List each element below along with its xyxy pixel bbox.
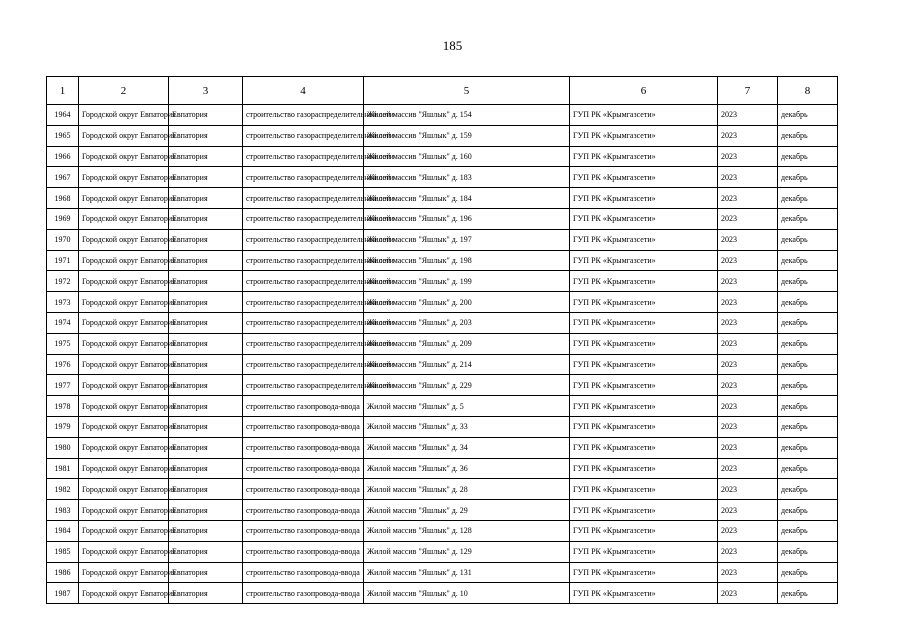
cell-month: декабрь <box>778 458 838 479</box>
cell-address: Жилой массив "Яшлык" д. 34 <box>364 437 570 458</box>
cell-municipality: Городской округ Евпатория <box>79 250 169 271</box>
cell-address: Жилой массив "Яшлык" д. 159 <box>364 125 570 146</box>
cell-work-type: строительство газораспределительной сети <box>243 208 364 229</box>
cell-month: декабрь <box>778 583 838 604</box>
cell-month: декабрь <box>778 312 838 333</box>
cell-contractor: ГУП РК «Крымгазсети» <box>570 292 718 313</box>
cell-contractor: ГУП РК «Крымгазсети» <box>570 354 718 375</box>
table-row <box>47 375 838 396</box>
cell-row-number: 1965 <box>47 125 79 146</box>
cell-month: декабрь <box>778 479 838 500</box>
cell-year: 2023 <box>718 500 778 521</box>
column-header-contractor: 6 <box>570 77 718 105</box>
page-number: 185 <box>442 38 463 53</box>
cell-settlement: Евпатория <box>169 354 243 375</box>
cell-address: Жилой массив "Яшлык" д. 154 <box>364 105 570 126</box>
cell-year: 2023 <box>718 188 778 209</box>
cell-contractor: ГУП РК «Крымгазсети» <box>570 146 718 167</box>
cell-month: декабрь <box>778 271 838 292</box>
cell-settlement: Евпатория <box>169 541 243 562</box>
cell-contractor: ГУП РК «Крымгазсети» <box>570 188 718 209</box>
table-row <box>47 500 838 521</box>
cell-month: декабрь <box>778 146 838 167</box>
cell-row-number: 1975 <box>47 333 79 354</box>
cell-municipality: Городской округ Евпатория <box>79 167 169 188</box>
cell-address: Жилой массив "Яшлык" д. 203 <box>364 312 570 333</box>
cell-contractor: ГУП РК «Крымгазсети» <box>570 437 718 458</box>
table-row <box>47 437 838 458</box>
cell-work-type: строительство газораспределительной сети <box>243 229 364 250</box>
cell-work-type: строительство газопровода-ввода <box>243 541 364 562</box>
cell-settlement: Евпатория <box>169 562 243 583</box>
table-row <box>47 541 838 562</box>
cell-month: декабрь <box>778 208 838 229</box>
cell-municipality: Городской округ Евпатория <box>79 375 169 396</box>
cell-address: Жилой массив "Яшлык" д. 209 <box>364 333 570 354</box>
cell-contractor: ГУП РК «Крымгазсети» <box>570 229 718 250</box>
cell-municipality: Городской округ Евпатория <box>79 416 169 437</box>
cell-settlement: Евпатория <box>169 188 243 209</box>
cell-row-number: 1973 <box>47 292 79 313</box>
cell-row-number: 1977 <box>47 375 79 396</box>
column-header-work-type: 4 <box>243 77 364 105</box>
cell-contractor: ГУП РК «Крымгазсети» <box>570 312 718 333</box>
cell-municipality: Городской округ Евпатория <box>79 271 169 292</box>
cell-settlement: Евпатория <box>169 229 243 250</box>
cell-settlement: Евпатория <box>169 583 243 604</box>
cell-month: декабрь <box>778 167 838 188</box>
cell-municipality: Городской округ Евпатория <box>79 146 169 167</box>
cell-municipality: Городской округ Евпатория <box>79 229 169 250</box>
cell-municipality: Городской округ Евпатория <box>79 208 169 229</box>
column-header-year: 7 <box>718 77 778 105</box>
cell-work-type: строительство газопровода-ввода <box>243 458 364 479</box>
cell-address: Жилой массив "Яшлык" д. 199 <box>364 271 570 292</box>
cell-row-number: 1981 <box>47 458 79 479</box>
gas-works-table <box>46 76 838 604</box>
column-header-row-number: 1 <box>47 77 79 105</box>
cell-row-number: 1984 <box>47 520 79 541</box>
cell-month: декабрь <box>778 292 838 313</box>
cell-settlement: Евпатория <box>169 458 243 479</box>
cell-contractor: ГУП РК «Крымгазсети» <box>570 105 718 126</box>
cell-address: Жилой массив "Яшлык" д. 131 <box>364 562 570 583</box>
cell-year: 2023 <box>718 479 778 500</box>
cell-contractor: ГУП РК «Крымгазсети» <box>570 167 718 188</box>
cell-settlement: Евпатория <box>169 167 243 188</box>
cell-municipality: Городской округ Евпатория <box>79 292 169 313</box>
cell-municipality: Городской округ Евпатория <box>79 125 169 146</box>
cell-month: декабрь <box>778 105 838 126</box>
table-row <box>47 105 838 126</box>
cell-row-number: 1979 <box>47 416 79 437</box>
cell-contractor: ГУП РК «Крымгазсети» <box>570 541 718 562</box>
column-header-month: 8 <box>778 77 838 105</box>
table-row <box>47 208 838 229</box>
cell-settlement: Евпатория <box>169 271 243 292</box>
cell-month: декабрь <box>778 562 838 583</box>
cell-contractor: ГУП РК «Крымгазсети» <box>570 416 718 437</box>
cell-address: Жилой массив "Яшлык" д. 129 <box>364 541 570 562</box>
table-row <box>47 312 838 333</box>
cell-row-number: 1985 <box>47 541 79 562</box>
cell-row-number: 1971 <box>47 250 79 271</box>
cell-address: Жилой массив "Яшлык" д. 33 <box>364 416 570 437</box>
cell-row-number: 1969 <box>47 208 79 229</box>
cell-contractor: ГУП РК «Крымгазсети» <box>570 396 718 417</box>
cell-year: 2023 <box>718 146 778 167</box>
column-header-address: 5 <box>364 77 570 105</box>
cell-row-number: 1967 <box>47 167 79 188</box>
cell-month: декабрь <box>778 520 838 541</box>
cell-municipality: Городской округ Евпатория <box>79 479 169 500</box>
cell-settlement: Евпатория <box>169 479 243 500</box>
cell-work-type: строительство газопровода-ввода <box>243 396 364 417</box>
cell-work-type: строительство газораспределительной сети <box>243 250 364 271</box>
cell-year: 2023 <box>718 396 778 417</box>
cell-year: 2023 <box>718 541 778 562</box>
cell-settlement: Евпатория <box>169 396 243 417</box>
cell-row-number: 1968 <box>47 188 79 209</box>
cell-municipality: Городской округ Евпатория <box>79 583 169 604</box>
cell-month: декабрь <box>778 541 838 562</box>
table-row <box>47 416 838 437</box>
cell-contractor: ГУП РК «Крымгазсети» <box>570 520 718 541</box>
cell-month: декабрь <box>778 437 838 458</box>
cell-year: 2023 <box>718 125 778 146</box>
cell-year: 2023 <box>718 562 778 583</box>
cell-year: 2023 <box>718 354 778 375</box>
cell-contractor: ГУП РК «Крымгазсети» <box>570 208 718 229</box>
cell-year: 2023 <box>718 208 778 229</box>
cell-municipality: Городской округ Евпатория <box>79 312 169 333</box>
cell-work-type: строительство газораспределительной сети <box>243 188 364 209</box>
cell-municipality: Городской округ Евпатория <box>79 520 169 541</box>
cell-work-type: строительство газопровода-ввода <box>243 479 364 500</box>
cell-municipality: Городской округ Евпатория <box>79 105 169 126</box>
cell-settlement: Евпатория <box>169 146 243 167</box>
cell-work-type: строительство газораспределительной сети <box>243 312 364 333</box>
column-header-municipality: 2 <box>79 77 169 105</box>
cell-address: Жилой массив "Яшлык" д. 229 <box>364 375 570 396</box>
cell-month: декабрь <box>778 375 838 396</box>
cell-address: Жилой массив "Яшлык" д. 184 <box>364 188 570 209</box>
cell-contractor: ГУП РК «Крымгазсети» <box>570 562 718 583</box>
cell-year: 2023 <box>718 375 778 396</box>
cell-address: Жилой массив "Яшлык" д. 200 <box>364 292 570 313</box>
cell-year: 2023 <box>718 312 778 333</box>
cell-settlement: Евпатория <box>169 250 243 271</box>
cell-row-number: 1978 <box>47 396 79 417</box>
cell-work-type: строительство газораспределительной сети <box>243 333 364 354</box>
cell-settlement: Евпатория <box>169 520 243 541</box>
cell-row-number: 1987 <box>47 583 79 604</box>
cell-contractor: ГУП РК «Крымгазсети» <box>570 125 718 146</box>
cell-address: Жилой массив "Яшлык" д. 128 <box>364 520 570 541</box>
cell-municipality: Городской округ Евпатория <box>79 562 169 583</box>
column-header-settlement: 3 <box>169 77 243 105</box>
cell-municipality: Городской округ Евпатория <box>79 541 169 562</box>
cell-municipality: Городской округ Евпатория <box>79 500 169 521</box>
cell-work-type: строительство газораспределительной сети <box>243 105 364 126</box>
cell-settlement: Евпатория <box>169 437 243 458</box>
table-row <box>47 250 838 271</box>
cell-month: декабрь <box>778 188 838 209</box>
cell-work-type: строительство газопровода-ввода <box>243 583 364 604</box>
cell-work-type: строительство газопровода-ввода <box>243 500 364 521</box>
cell-address: Жилой массив "Яшлык" д. 29 <box>364 500 570 521</box>
table-header-row <box>47 77 838 105</box>
cell-year: 2023 <box>718 271 778 292</box>
cell-address: Жилой массив "Яшлык" д. 183 <box>364 167 570 188</box>
table-row <box>47 562 838 583</box>
cell-month: декабрь <box>778 416 838 437</box>
cell-row-number: 1974 <box>47 312 79 333</box>
cell-work-type: строительство газопровода-ввода <box>243 562 364 583</box>
table-row <box>47 188 838 209</box>
cell-settlement: Евпатория <box>169 105 243 126</box>
table-row <box>47 458 838 479</box>
cell-year: 2023 <box>718 416 778 437</box>
cell-work-type: строительство газопровода-ввода <box>243 437 364 458</box>
cell-settlement: Евпатория <box>169 416 243 437</box>
table-row <box>47 125 838 146</box>
cell-settlement: Евпатория <box>169 125 243 146</box>
cell-settlement: Евпатория <box>169 500 243 521</box>
cell-work-type: строительство газораспределительной сети <box>243 375 364 396</box>
cell-month: декабрь <box>778 250 838 271</box>
cell-contractor: ГУП РК «Крымгазсети» <box>570 479 718 500</box>
cell-contractor: ГУП РК «Крымгазсети» <box>570 250 718 271</box>
table-row <box>47 167 838 188</box>
cell-month: декабрь <box>778 500 838 521</box>
cell-address: Жилой массив "Яшлык" д. 197 <box>364 229 570 250</box>
cell-year: 2023 <box>718 167 778 188</box>
cell-year: 2023 <box>718 333 778 354</box>
cell-address: Жилой массив "Яшлык" д. 196 <box>364 208 570 229</box>
cell-address: Жилой массив "Яшлык" д. 214 <box>364 354 570 375</box>
cell-contractor: ГУП РК «Крымгазсети» <box>570 458 718 479</box>
table-row <box>47 271 838 292</box>
cell-row-number: 1966 <box>47 146 79 167</box>
cell-row-number: 1976 <box>47 354 79 375</box>
cell-year: 2023 <box>718 458 778 479</box>
cell-row-number: 1982 <box>47 479 79 500</box>
table-body <box>47 105 838 604</box>
cell-work-type: строительство газораспределительной сети <box>243 354 364 375</box>
cell-work-type: строительство газораспределительной сети <box>243 125 364 146</box>
cell-address: Жилой массив "Яшлык" д. 28 <box>364 479 570 500</box>
cell-municipality: Городской округ Евпатория <box>79 188 169 209</box>
cell-year: 2023 <box>718 105 778 126</box>
table-row <box>47 479 838 500</box>
cell-work-type: строительство газопровода-ввода <box>243 416 364 437</box>
cell-work-type: строительство газораспределительной сети <box>243 146 364 167</box>
cell-address: Жилой массив "Яшлык" д. 36 <box>364 458 570 479</box>
cell-address: Жилой массив "Яшлык" д. 10 <box>364 583 570 604</box>
cell-row-number: 1983 <box>47 500 79 521</box>
cell-settlement: Евпатория <box>169 208 243 229</box>
cell-month: декабрь <box>778 354 838 375</box>
cell-year: 2023 <box>718 583 778 604</box>
cell-settlement: Евпатория <box>169 375 243 396</box>
cell-row-number: 1980 <box>47 437 79 458</box>
cell-contractor: ГУП РК «Крымгазсети» <box>570 375 718 396</box>
cell-municipality: Городской округ Евпатория <box>79 333 169 354</box>
table-row <box>47 146 838 167</box>
cell-month: декабрь <box>778 125 838 146</box>
cell-address: Жилой массив "Яшлык" д. 5 <box>364 396 570 417</box>
cell-contractor: ГУП РК «Крымгазсети» <box>570 500 718 521</box>
cell-row-number: 1970 <box>47 229 79 250</box>
cell-settlement: Евпатория <box>169 292 243 313</box>
table-row <box>47 354 838 375</box>
table-row <box>47 229 838 250</box>
table-row <box>47 520 838 541</box>
cell-municipality: Городской округ Евпатория <box>79 458 169 479</box>
cell-contractor: ГУП РК «Крымгазсети» <box>570 271 718 292</box>
table-row <box>47 292 838 313</box>
cell-year: 2023 <box>718 437 778 458</box>
table-row <box>47 583 838 604</box>
cell-year: 2023 <box>718 292 778 313</box>
cell-month: декабрь <box>778 333 838 354</box>
cell-work-type: строительство газопровода-ввода <box>243 520 364 541</box>
cell-month: декабрь <box>778 396 838 417</box>
cell-municipality: Городской округ Евпатория <box>79 437 169 458</box>
cell-month: декабрь <box>778 229 838 250</box>
cell-work-type: строительство газораспределительной сети <box>243 167 364 188</box>
cell-work-type: строительство газораспределительной сети <box>243 292 364 313</box>
cell-year: 2023 <box>718 250 778 271</box>
cell-row-number: 1964 <box>47 105 79 126</box>
cell-settlement: Евпатория <box>169 312 243 333</box>
table-row <box>47 396 838 417</box>
cell-municipality: Городской округ Евпатория <box>79 354 169 375</box>
cell-municipality: Городской округ Евпатория <box>79 396 169 417</box>
cell-row-number: 1972 <box>47 271 79 292</box>
cell-work-type: строительство газораспределительной сети <box>243 271 364 292</box>
cell-address: Жилой массив "Яшлык" д. 160 <box>364 146 570 167</box>
cell-contractor: ГУП РК «Крымгазсети» <box>570 583 718 604</box>
cell-year: 2023 <box>718 520 778 541</box>
cell-year: 2023 <box>718 229 778 250</box>
table-row <box>47 333 838 354</box>
cell-address: Жилой массив "Яшлык" д. 198 <box>364 250 570 271</box>
cell-settlement: Евпатория <box>169 333 243 354</box>
cell-row-number: 1986 <box>47 562 79 583</box>
cell-contractor: ГУП РК «Крымгазсети» <box>570 333 718 354</box>
